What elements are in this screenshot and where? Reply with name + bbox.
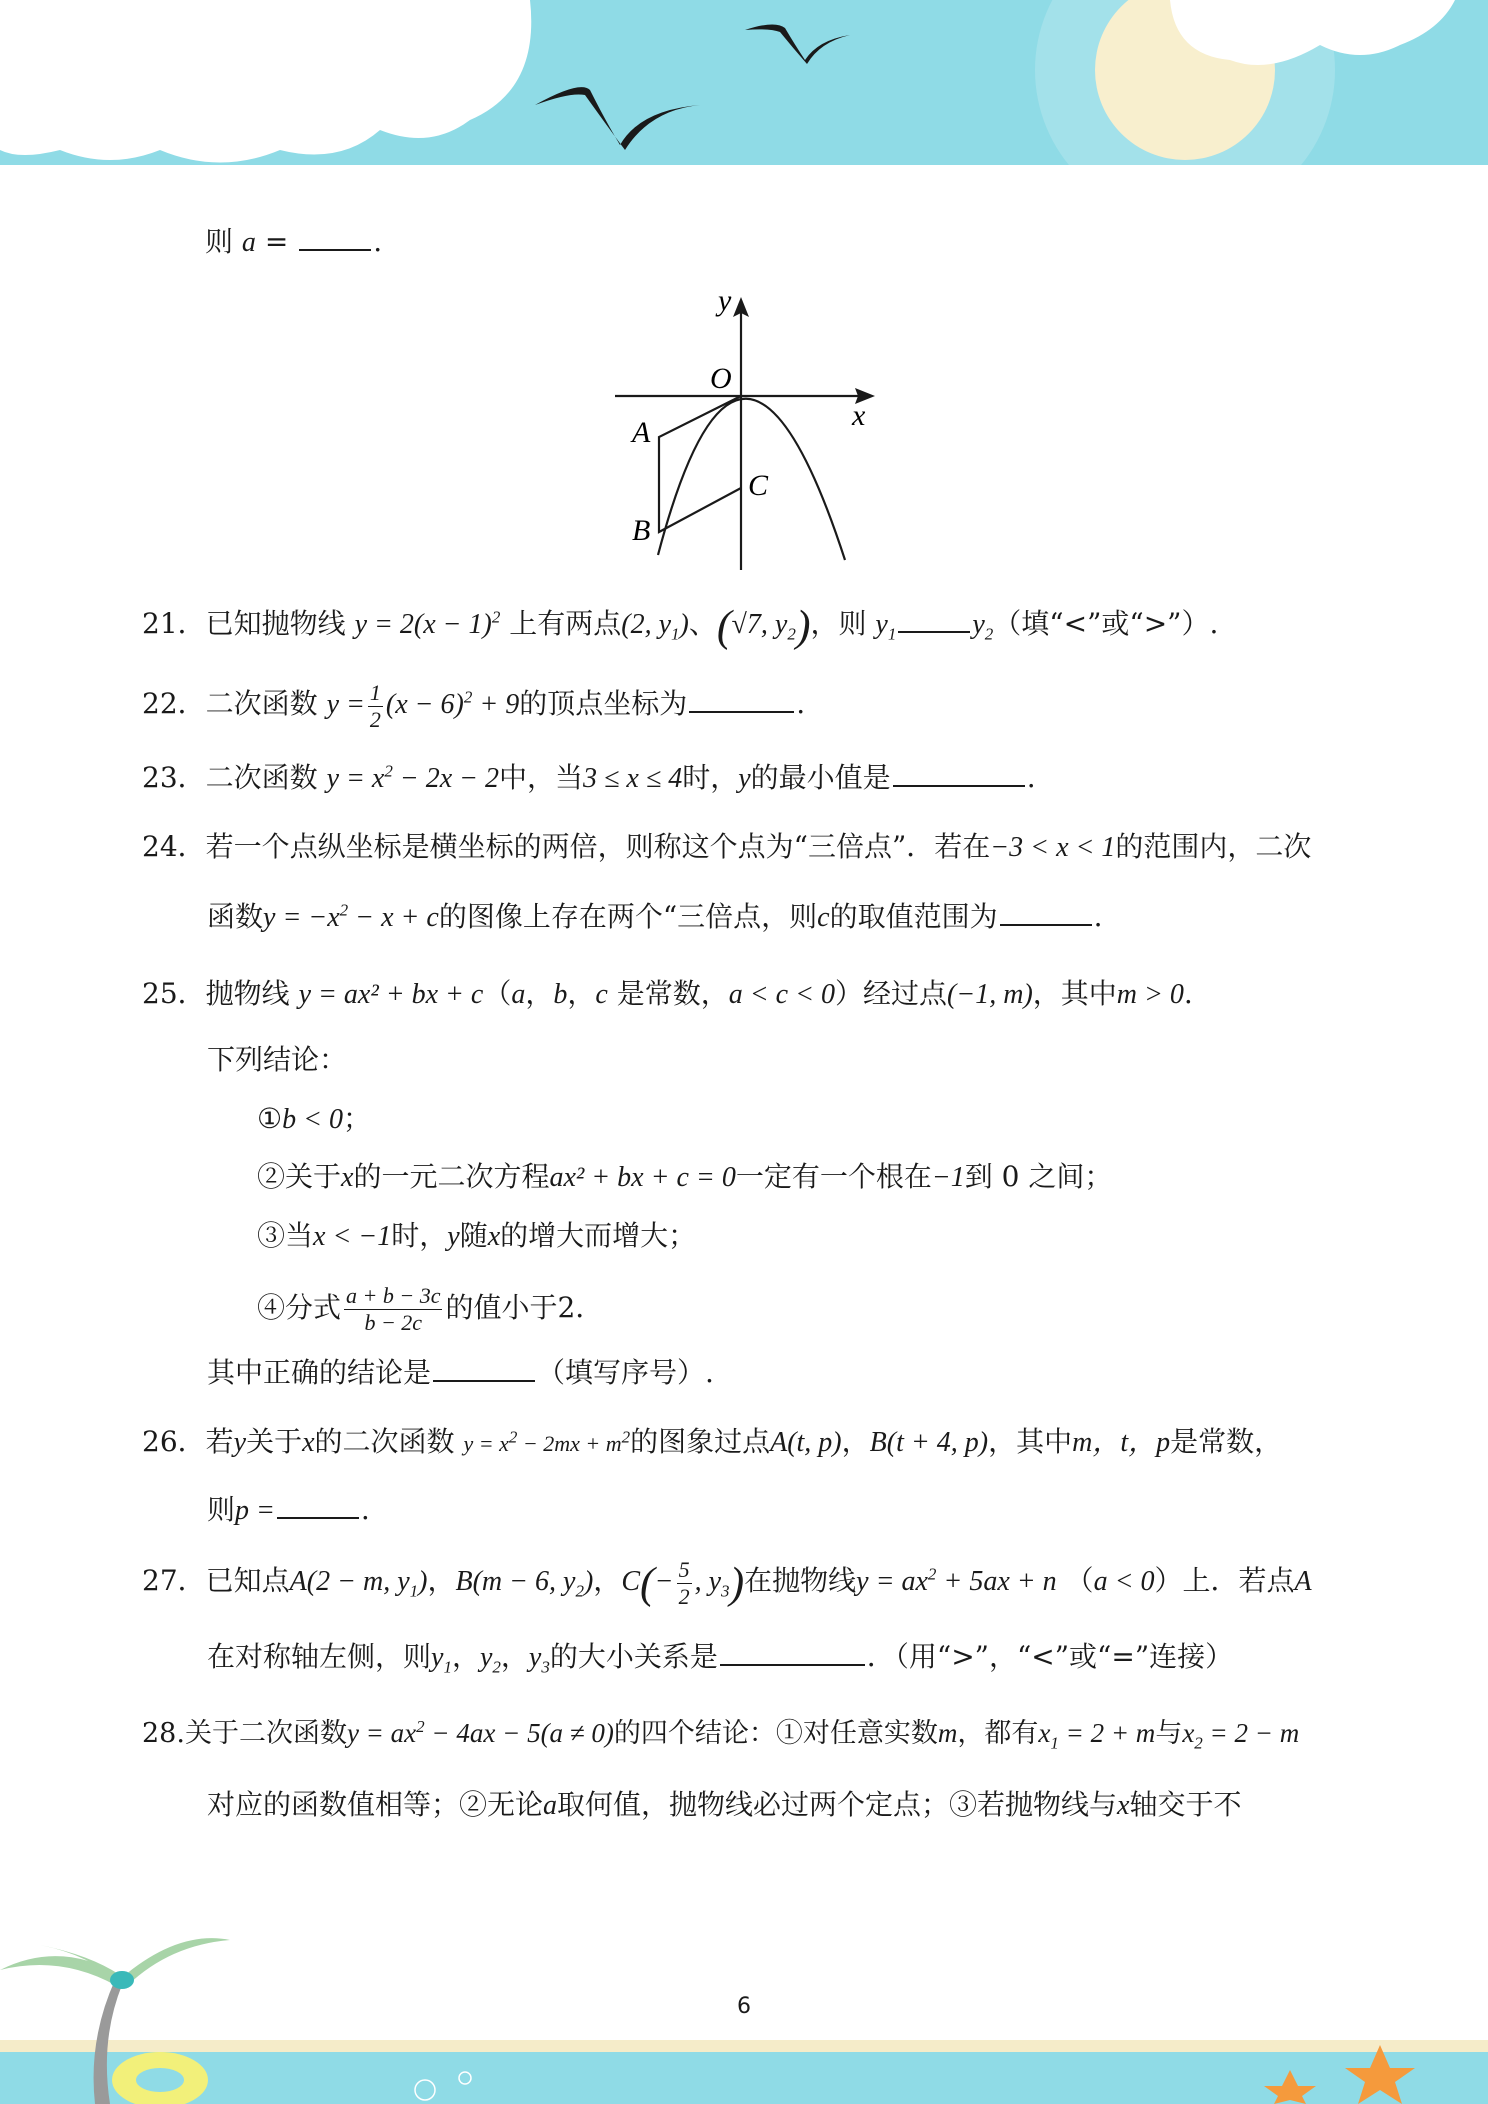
q25-text: （ [483,977,512,1010]
q21-y1: $y_1$ [875,609,897,644]
question-21 [142,601,1219,651]
q25-text: ④分式 [257,1291,342,1324]
q23-y: y [738,763,751,794]
header-banner [0,0,1488,170]
q28-text: 与 [1155,1718,1183,1749]
q20-answer-line [205,222,382,263]
q20-eq: = [255,225,298,258]
q20-prefix: 则 [205,225,234,258]
q25-conclusion-4 [257,1283,603,1336]
q28-text: 关于二次函数 [184,1718,347,1749]
q24-blank[interactable] [1000,898,1092,926]
parabola-figure [600,285,900,575]
q26-p: p = [235,1495,275,1526]
q25-x2: x [487,1221,501,1252]
q23-text: 时， [682,761,739,794]
q26-text: 的二次函数 [314,1425,455,1458]
q27-text: ， [593,1563,622,1597]
q26-text: ， [841,1425,870,1458]
q25-text: 的一元二次方程 [353,1160,550,1193]
q25-text: 之间； [1028,1160,1113,1193]
q23-text: 的最小值是 [750,761,891,794]
q20-var: a [241,227,256,258]
q25-eqn: ax² + bx + c = 0 [549,1162,736,1193]
palm-leaf [125,1938,230,1985]
question-24-line2 [207,897,1103,938]
q22-text: 的顶点坐标为 [519,686,688,720]
question-24-line1 [142,827,1311,868]
q28-text: 轴交于不 [1129,1788,1242,1821]
q28-text: 取何值，抛物线必过两个定点；③若抛物线与 [557,1788,1118,1821]
q20-blank[interactable] [299,223,371,251]
q21-point1: (2, $y_1$) [621,609,689,644]
q25-c1-expr: b < 0 [282,1104,344,1135]
q25-text: 时， [391,1219,448,1252]
q25-text: ① [257,1102,283,1135]
question-28 [142,1713,1299,1754]
q27-number: 27． [142,1563,206,1597]
q26-text: 则 [207,1493,236,1526]
q26-blank[interactable] [277,1491,359,1519]
q24-range: −3 < x < 1 [990,832,1116,863]
q28-text: 对应的函数值相等；②无论 [207,1788,544,1821]
q25-text: 抛物线 [205,977,290,1010]
q27-blank[interactable] [720,1638,865,1666]
fig-c-label: C [748,469,769,502]
q26-answer-line [207,1490,370,1531]
q23-end: . [1026,761,1036,794]
q21-formula: $y = 2(x - 1)^2$ [354,607,501,640]
q26-y: y [233,1427,247,1458]
q22-text: 二次函数 [205,686,318,720]
q25-y: y [447,1221,460,1252]
q25-fraction: $\frac{a + b - 3c}{b - 2c}$ [346,1283,441,1335]
q24-end: . [1093,900,1103,933]
q25-text: ， [525,977,554,1010]
q23-formula: $y = x^2 - 2x - 2$ [326,761,500,794]
q25-conclusion-2 [257,1157,1112,1198]
q28-x2: $x_2 = 2 - m$ [1182,1718,1300,1753]
q24-text: 的图像上存在两个“三倍点，则 [438,900,818,933]
q28-line2 [207,1785,1241,1826]
q22-formula: y = $\frac{1}{2}$ $(x - 6)^2 + 9$ [326,680,520,732]
q25-a: a [511,979,526,1010]
q25-text: 是常数， [616,977,729,1010]
q25-text: ，其中 [1032,977,1117,1010]
question-27 [142,1557,1312,1610]
q27-point-a: A(2 − m, $y_1$) [289,1565,428,1601]
q25-m: m > 0 [1116,979,1184,1010]
q24-formula: $y = -x^2 - x + c$ [263,900,439,933]
q23-number: 23． [142,761,206,794]
q26-text: 是常数， [1170,1425,1283,1458]
q26-end: . [360,1493,370,1526]
q25-text: 的值小于 [445,1291,558,1324]
q26-vars: m，t，p [1072,1427,1171,1458]
fig-a-label: A [632,416,651,449]
q27-cond: a < 0 [1093,1565,1155,1597]
question-25 [142,974,1193,1015]
q25-x: x [341,1162,354,1193]
q21-text: 已知抛物线 [205,607,346,640]
q25-text: 的增大而增大； [500,1219,697,1252]
q20-end: . [373,225,383,258]
q27-text: ， [427,1563,456,1597]
q25-text: 到 [964,1160,993,1193]
q25-c: c [595,979,608,1010]
q25-text: ③当 [257,1219,314,1252]
q27-text: ．（用“>”，“<”或“=”连接） [866,1640,1234,1673]
q25-answer-line [207,1353,714,1393]
q25-period: . [1183,977,1193,1010]
q21-y2: $y_2$ [972,609,994,644]
q25-text: ②关于 [257,1160,342,1193]
q28-number: 28. [142,1718,185,1749]
page-number: 6 [737,1994,751,2019]
q21-point2: (√7, $y_2$) [716,601,811,651]
footer-banner [0,1900,1488,2104]
q25-point: (−1, m) [947,979,1033,1010]
q25-zero: 0 [992,1160,1029,1193]
q22-number: 22． [142,686,206,720]
q25-blank[interactable] [433,1354,535,1382]
q27-text: 的大小关系是 [549,1640,718,1673]
q21-text: 上有两点 [509,607,622,640]
q27-a: A [1294,1565,1312,1597]
q28-x1: $x_1 = 2 + m$ [1038,1718,1156,1753]
q21-text: 、 [688,607,717,640]
q28-a: a [543,1790,558,1821]
q27-text: 在对称轴左侧，则 [207,1640,432,1673]
q25-number: 25． [142,977,206,1010]
question-22 [142,680,805,733]
q27-y1: $y_1$ [431,1642,452,1677]
q23-range: 3 ≤ x ≤ 4 [583,763,683,794]
q27-formula: $y = ax^2 + 5ax + n$ [856,1564,1057,1597]
q26-text: 的图象过点 [630,1425,771,1458]
fig-x-label: x [852,399,866,432]
q25-formula: y = ax² + bx + c [298,979,484,1010]
q27-line2 [207,1637,1233,1678]
q27-text: ， [500,1640,529,1673]
q25-c3-cond: x < −1 [313,1221,392,1252]
q26-text: 若 [205,1425,234,1458]
q28-text: ，都有 [957,1718,1039,1749]
q25-text: ）经过点 [834,977,947,1010]
q23-text: 二次函数 [205,761,318,794]
q24-text: 的范围内，二次 [1115,830,1312,863]
q25-text: 随 [459,1219,488,1252]
q24-text: 函数 [207,900,264,933]
q24-text: 若一个点纵坐标是横坐标的两倍，则称这个点为“三倍点”．若在 [205,830,991,863]
q24-c: c [817,902,830,933]
q27-text: ）上．若点 [1154,1563,1295,1597]
q28-text: 的四个结论：①对任意实数 [613,1718,938,1749]
q26-number: 26． [142,1425,206,1458]
q25-text: ， [567,977,596,1010]
q25-b: b [553,979,568,1010]
q23-blank[interactable] [893,759,1025,787]
q27-text: （ [1065,1563,1094,1597]
q26-formula: $y = x^2 - 2mx + m^2$ [463,1427,631,1456]
q25-text: 2． [557,1291,604,1324]
q21-number: 21． [142,607,206,640]
q26-point-a: A(t, p) [770,1427,842,1458]
q25-text: （填写序号）. [537,1356,714,1389]
q25-cond: a < c < 0 [728,979,835,1010]
q26-x: x [302,1427,315,1458]
q27-text: ， [451,1640,480,1673]
q27-point-c: C(− $\frac{5}{2}$ , $y_3$) [621,1557,745,1609]
q25-conclusion-3 [257,1216,696,1257]
q22-blank[interactable] [689,685,794,713]
q25-text: 其中正确的结论是 [207,1356,432,1389]
q25-text: 一定有一个根在 [735,1160,932,1193]
q27-text: 已知点 [205,1563,290,1597]
q25-intro: 下列结论： [207,1043,348,1076]
fig-y-label: y [718,285,732,317]
q23-text: 中，当 [499,761,584,794]
q28-formula: $y = ax^2 - 4ax - 5(a \ne 0)$ [346,1717,614,1748]
fig-b-label: B [632,514,651,547]
q27-y3: $y_3$ [528,1642,550,1677]
q24-number: 24． [142,830,206,863]
q27-y2: $y_2$ [479,1642,501,1677]
fig-o-label: O [710,362,732,395]
q26-text: ，其中 [988,1425,1073,1458]
q25-text: ； [343,1102,372,1135]
q21-blank[interactable] [898,605,970,633]
q21-text: ，则 [810,607,867,640]
palm-leaf [0,1956,120,1985]
q27-text: 在抛物线 [744,1563,857,1597]
q26-text: 关于 [246,1425,303,1458]
question-26 [142,1422,1282,1464]
q28-x: x [1117,1790,1130,1821]
question-23 [142,758,1036,799]
q21-text: （填“<”或“>”）. [993,607,1219,640]
q24-text: 的取值范围为 [829,900,998,933]
q26-point-b: B(t + 4, p) [869,1427,989,1458]
q25-conclusion-1 [257,1099,371,1140]
q22-end: . [796,686,806,720]
q27-point-b: B(m − 6, $y_2$) [455,1565,594,1601]
q28-m: m [937,1718,958,1748]
q25-neg1: −1 [931,1162,965,1193]
